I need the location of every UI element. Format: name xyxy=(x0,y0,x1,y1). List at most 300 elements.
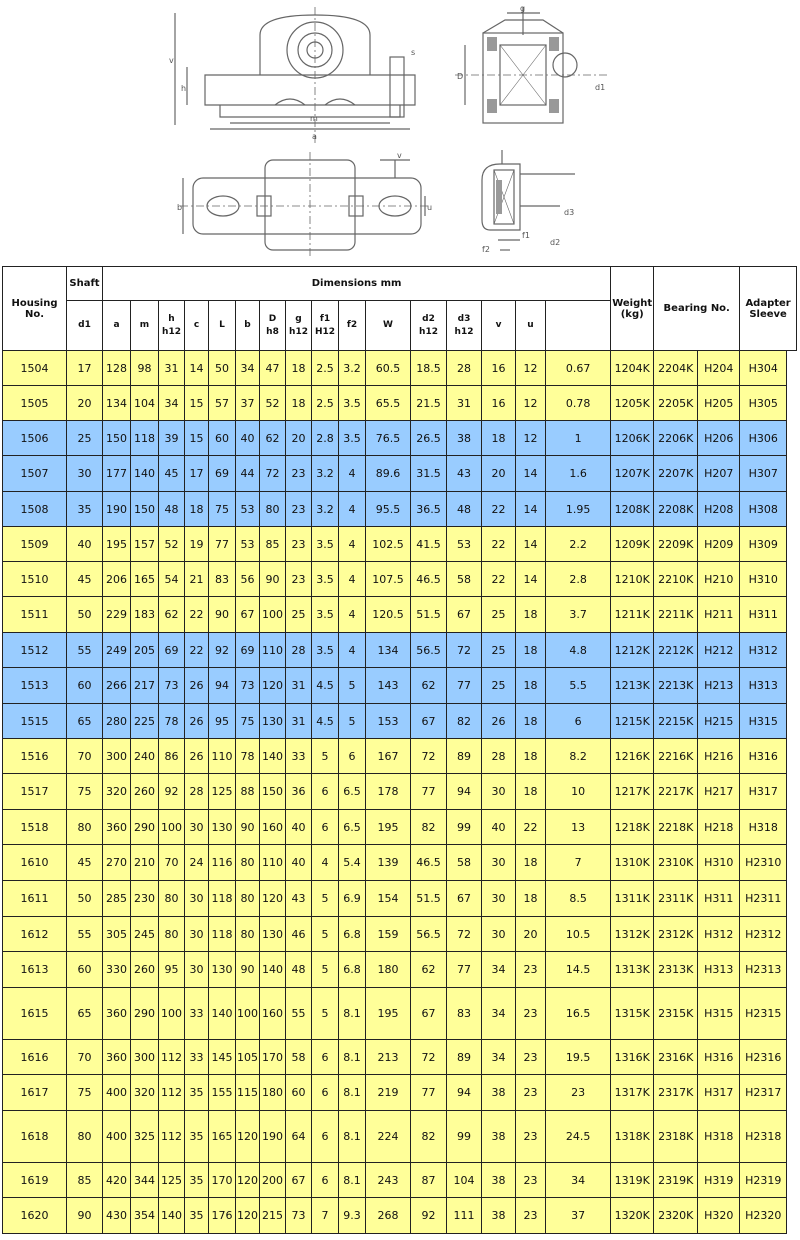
cell-w: 213 xyxy=(366,1040,411,1075)
weight-cell: 19.5 xyxy=(546,1040,611,1075)
cell-d: 110 xyxy=(260,633,286,668)
cell-d: 90 xyxy=(260,562,286,597)
cell-m: 217 xyxy=(131,668,159,704)
cell-d1: 65 xyxy=(67,988,103,1040)
cell-f1: 5 xyxy=(312,917,339,952)
bearing-no-cell: 2206K xyxy=(654,421,698,456)
weight-cell: 14.5 xyxy=(546,952,611,988)
cell-a: 400 xyxy=(103,1111,131,1163)
bearing-no-cell: 2315K xyxy=(654,988,698,1040)
housing-no-cell: 1508 xyxy=(3,492,67,527)
cell-a: 330 xyxy=(103,952,131,988)
cell-l: 69 xyxy=(209,456,236,492)
bearing-no-cell: 1210K xyxy=(611,562,654,597)
cell-a: 150 xyxy=(103,421,131,456)
cell-f1: 5 xyxy=(312,739,339,774)
cell-d3: 94 xyxy=(447,1075,482,1111)
cell-l: 92 xyxy=(209,633,236,668)
adapter-sleeve-cell: H310 xyxy=(740,562,787,597)
cell-d: 62 xyxy=(260,421,286,456)
cell-d2: 77 xyxy=(411,1075,447,1111)
cell-u: 18 xyxy=(516,845,546,881)
cell-d1: 40 xyxy=(67,527,103,562)
cell-d1: 60 xyxy=(67,668,103,704)
column-header-h: h h12 xyxy=(159,301,185,351)
cell-c: 30 xyxy=(185,952,209,988)
column-header-g: g h12 xyxy=(286,301,312,351)
column-header-f1: f1 H12 xyxy=(312,301,339,351)
cell-b: 67 xyxy=(236,597,260,633)
table-row xyxy=(3,421,797,456)
weight-cell: 1.6 xyxy=(546,456,611,492)
cell-v: 25 xyxy=(482,633,516,668)
cell-w: 154 xyxy=(366,881,411,917)
front-view-drawing xyxy=(165,5,445,145)
cell-d: 120 xyxy=(260,881,286,917)
adapter-sleeve-cell: H2312 xyxy=(740,917,787,952)
cell-a: 206 xyxy=(103,562,131,597)
adapter-sleeve-cell: H316 xyxy=(698,1040,740,1075)
weight-cell: 3.7 xyxy=(546,597,611,633)
top-view-drawing xyxy=(175,150,435,260)
weight-cell: 10.5 xyxy=(546,917,611,952)
cell-d1: 80 xyxy=(67,810,103,845)
cell-l: 140 xyxy=(209,988,236,1040)
cell-v: 40 xyxy=(482,810,516,845)
technical-drawings xyxy=(0,0,800,265)
cell-a: 229 xyxy=(103,597,131,633)
housing-no-cell: 1620 xyxy=(3,1198,67,1234)
housing-no-cell: 1506 xyxy=(3,421,67,456)
adapter-sleeve-cell: H313 xyxy=(698,952,740,988)
cell-u: 12 xyxy=(516,351,546,386)
weight-cell: 2.8 xyxy=(546,562,611,597)
cell-d3: 82 xyxy=(447,704,482,739)
bearing-no-cell: 1206K xyxy=(611,421,654,456)
cell-c: 15 xyxy=(185,386,209,421)
cell-h: 86 xyxy=(159,739,185,774)
cell-v: 22 xyxy=(482,492,516,527)
cell-m: 157 xyxy=(131,527,159,562)
cell-f2: 8.1 xyxy=(339,988,366,1040)
cell-h: 125 xyxy=(159,1163,185,1198)
cell-f1: 6 xyxy=(312,774,339,810)
cell-m: 225 xyxy=(131,704,159,739)
cell-a: 420 xyxy=(103,1163,131,1198)
cell-d: 130 xyxy=(260,704,286,739)
bearing-no-cell: 2318K xyxy=(654,1111,698,1163)
cell-c: 35 xyxy=(185,1163,209,1198)
bearing-no-cell: 1207K xyxy=(611,456,654,492)
cell-v: 38 xyxy=(482,1075,516,1111)
housing-no-cell: 1516 xyxy=(3,739,67,774)
cell-g: 31 xyxy=(286,668,312,704)
adapter-sleeve-cell: H311 xyxy=(740,597,787,633)
cell-u: 18 xyxy=(516,597,546,633)
cell-b: 80 xyxy=(236,845,260,881)
cell-d3: 89 xyxy=(447,1040,482,1075)
adapter-sleeve-cell: H308 xyxy=(740,492,787,527)
cell-a: 285 xyxy=(103,881,131,917)
cell-v: 34 xyxy=(482,988,516,1040)
cell-m: 300 xyxy=(131,1040,159,1075)
table-row xyxy=(3,386,797,421)
cell-f2: 6.9 xyxy=(339,881,366,917)
cell-b: 100 xyxy=(236,988,260,1040)
cell-h: 78 xyxy=(159,704,185,739)
cell-f2: 6.5 xyxy=(339,810,366,845)
cell-c: 35 xyxy=(185,1075,209,1111)
cell-a: 270 xyxy=(103,845,131,881)
cell-v: 30 xyxy=(482,774,516,810)
cell-d3: 99 xyxy=(447,810,482,845)
cell-f1: 6 xyxy=(312,1075,339,1111)
cell-b: 78 xyxy=(236,739,260,774)
top-label-b: b xyxy=(177,203,183,212)
cell-f1: 3.5 xyxy=(312,562,339,597)
cell-f2: 4 xyxy=(339,597,366,633)
bearing-no-cell: 1208K xyxy=(611,492,654,527)
bearing-no-cell: 1209K xyxy=(611,527,654,562)
column-header-m: m xyxy=(131,301,159,351)
cell-d3: 72 xyxy=(447,917,482,952)
adapter-sleeve-cell: H2311 xyxy=(740,881,787,917)
cell-m: 325 xyxy=(131,1111,159,1163)
column-header-d: D h8 xyxy=(260,301,286,351)
cell-l: 50 xyxy=(209,351,236,386)
cell-u: 14 xyxy=(516,456,546,492)
cell-m: 230 xyxy=(131,881,159,917)
cell-b: 75 xyxy=(236,704,260,739)
cell-f2: 3.5 xyxy=(339,386,366,421)
cell-d: 140 xyxy=(260,739,286,774)
cell-f1: 3.5 xyxy=(312,597,339,633)
bearing-no-cell: 1316K xyxy=(611,1040,654,1075)
cell-d: 80 xyxy=(260,492,286,527)
bearing-no-cell: 2313K xyxy=(654,952,698,988)
bearing-no-cell: 1213K xyxy=(611,668,654,704)
cell-m: 240 xyxy=(131,739,159,774)
cell-d3: 72 xyxy=(447,633,482,668)
cell-g: 43 xyxy=(286,881,312,917)
cell-d3: 111 xyxy=(447,1198,482,1234)
cell-g: 23 xyxy=(286,527,312,562)
bearing-no-cell: 1318K xyxy=(611,1111,654,1163)
cell-l: 118 xyxy=(209,917,236,952)
cell-d3: 94 xyxy=(447,774,482,810)
bearing-no-cell: 2208K xyxy=(654,492,698,527)
weight-cell: 23 xyxy=(546,1075,611,1111)
cell-d3: 53 xyxy=(447,527,482,562)
cell-a: 134 xyxy=(103,386,131,421)
cell-f2: 6.5 xyxy=(339,774,366,810)
cell-d: 160 xyxy=(260,988,286,1040)
cell-h: 100 xyxy=(159,988,185,1040)
cell-d3: 89 xyxy=(447,739,482,774)
cell-u: 14 xyxy=(516,492,546,527)
cell-w: 167 xyxy=(366,739,411,774)
cell-f2: 4 xyxy=(339,492,366,527)
cell-b: 56 xyxy=(236,562,260,597)
cell-w: 89.6 xyxy=(366,456,411,492)
adapter-sleeve-cell: H216 xyxy=(698,739,740,774)
adapter-sleeve-cell: H315 xyxy=(740,704,787,739)
cell-d: 100 xyxy=(260,597,286,633)
cell-d2: 41.5 xyxy=(411,527,447,562)
cell-d2: 67 xyxy=(411,704,447,739)
table-row xyxy=(3,527,797,562)
bearing-no-cell: 2320K xyxy=(654,1198,698,1234)
cell-u: 14 xyxy=(516,527,546,562)
side-label-g: g xyxy=(520,5,526,13)
cell-f2: 5 xyxy=(339,704,366,739)
cell-m: 320 xyxy=(131,1075,159,1111)
table-row xyxy=(3,988,797,1040)
bearing-no-cell: 2310K xyxy=(654,845,698,881)
cell-m: 210 xyxy=(131,845,159,881)
cell-d3: 99 xyxy=(447,1111,482,1163)
cell-f1: 3.2 xyxy=(312,456,339,492)
adapter-sleeve-cell: H211 xyxy=(698,597,740,633)
cell-a: 305 xyxy=(103,917,131,952)
cell-d1: 50 xyxy=(67,881,103,917)
cell-g: 60 xyxy=(286,1075,312,1111)
cell-d1: 30 xyxy=(67,456,103,492)
weight-cell: 37 xyxy=(546,1198,611,1234)
cell-g: 48 xyxy=(286,952,312,988)
cell-a: 400 xyxy=(103,1075,131,1111)
bearing-no-cell: 1319K xyxy=(611,1163,654,1198)
cell-w: 219 xyxy=(366,1075,411,1111)
cell-m: 183 xyxy=(131,597,159,633)
cell-d2: 18.5 xyxy=(411,351,447,386)
adapter-sleeve-cell: H2315 xyxy=(740,988,787,1040)
cell-m: 165 xyxy=(131,562,159,597)
side-label-D: D xyxy=(457,72,464,81)
column-header-d3: d3 h12 xyxy=(447,301,482,351)
housing-no-cell: 1612 xyxy=(3,917,67,952)
adapter-sleeve-cell: H217 xyxy=(698,774,740,810)
front-label-h: h xyxy=(181,84,187,93)
cell-m: 140 xyxy=(131,456,159,492)
cell-d1: 60 xyxy=(67,952,103,988)
cell-l: 170 xyxy=(209,1163,236,1198)
cell-h: 80 xyxy=(159,881,185,917)
adapter-sleeve-cell: H2316 xyxy=(740,1040,787,1075)
cell-v: 28 xyxy=(482,739,516,774)
weight-cell: 0.78 xyxy=(546,386,611,421)
cell-d2: 62 xyxy=(411,668,447,704)
weight-cell: 24.5 xyxy=(546,1111,611,1163)
bearing-no-cell: 2213K xyxy=(654,668,698,704)
cell-d1: 20 xyxy=(67,386,103,421)
bearing-no-cell: 2215K xyxy=(654,704,698,739)
cell-h: 73 xyxy=(159,668,185,704)
cell-l: 116 xyxy=(209,845,236,881)
table-row xyxy=(3,881,797,917)
cell-u: 23 xyxy=(516,1111,546,1163)
cell-h: 34 xyxy=(159,386,185,421)
adapter-sleeve-cell: H206 xyxy=(698,421,740,456)
housing-no-cell: 1618 xyxy=(3,1111,67,1163)
front-label-v: v xyxy=(169,56,174,65)
table-row xyxy=(3,952,797,988)
cell-h: 69 xyxy=(159,633,185,668)
cell-c: 14 xyxy=(185,351,209,386)
dimensions-header: Dimensions mm xyxy=(103,267,611,301)
housing-no-cell: 1507 xyxy=(3,456,67,492)
cell-w: 224 xyxy=(366,1111,411,1163)
cell-u: 23 xyxy=(516,1075,546,1111)
adapter-sleeve-cell: H204 xyxy=(698,351,740,386)
cell-w: 159 xyxy=(366,917,411,952)
cell-h: 95 xyxy=(159,952,185,988)
cell-d1: 70 xyxy=(67,739,103,774)
bearing-no-cell: 1315K xyxy=(611,988,654,1040)
cell-l: 83 xyxy=(209,562,236,597)
bearing-no-cell: 2217K xyxy=(654,774,698,810)
cell-g: 55 xyxy=(286,988,312,1040)
cell-l: 176 xyxy=(209,1198,236,1234)
cell-f2: 3.5 xyxy=(339,421,366,456)
cell-m: 150 xyxy=(131,492,159,527)
cell-v: 25 xyxy=(482,668,516,704)
cell-c: 26 xyxy=(185,668,209,704)
cell-d2: 46.5 xyxy=(411,845,447,881)
cell-f1: 4 xyxy=(312,845,339,881)
bearing-no-cell: 1215K xyxy=(611,704,654,739)
cell-a: 360 xyxy=(103,810,131,845)
cell-d3: 77 xyxy=(447,952,482,988)
cell-b: 37 xyxy=(236,386,260,421)
cell-g: 67 xyxy=(286,1163,312,1198)
cell-b: 120 xyxy=(236,1163,260,1198)
bearing-no-cell: 2312K xyxy=(654,917,698,952)
section-label-f1: f1 xyxy=(522,231,530,240)
cell-v: 38 xyxy=(482,1163,516,1198)
table-row xyxy=(3,562,797,597)
weight-cell: 6 xyxy=(546,704,611,739)
shaft-header: Shaft xyxy=(67,267,103,301)
cell-d: 160 xyxy=(260,810,286,845)
cell-b: 115 xyxy=(236,1075,260,1111)
weight-cell: 7 xyxy=(546,845,611,881)
cell-l: 110 xyxy=(209,739,236,774)
cell-h: 70 xyxy=(159,845,185,881)
cell-w: 180 xyxy=(366,952,411,988)
housing-no-cell: 1613 xyxy=(3,952,67,988)
cell-u: 18 xyxy=(516,739,546,774)
cell-w: 65.5 xyxy=(366,386,411,421)
column-header-b: b xyxy=(236,301,260,351)
cell-b: 80 xyxy=(236,881,260,917)
cell-a: 280 xyxy=(103,704,131,739)
cell-u: 23 xyxy=(516,1198,546,1234)
bearing-no-cell: 2205K xyxy=(654,386,698,421)
cell-g: 31 xyxy=(286,704,312,739)
cell-c: 24 xyxy=(185,845,209,881)
cell-g: 18 xyxy=(286,386,312,421)
weight-cell: 10 xyxy=(546,774,611,810)
cell-d3: 58 xyxy=(447,562,482,597)
weight-cell: 34 xyxy=(546,1163,611,1198)
cell-a: 360 xyxy=(103,988,131,1040)
cell-v: 38 xyxy=(482,1111,516,1163)
cell-f1: 2.8 xyxy=(312,421,339,456)
adapter-sleeve-cell: H2318 xyxy=(740,1111,787,1163)
weight-header: Weight (kg) xyxy=(611,267,654,351)
table-row xyxy=(3,456,797,492)
cell-d: 52 xyxy=(260,386,286,421)
cell-c: 33 xyxy=(185,1040,209,1075)
adapter-sleeve-cell: H215 xyxy=(698,704,740,739)
table-row xyxy=(3,810,797,845)
cell-g: 23 xyxy=(286,562,312,597)
cell-f1: 4.5 xyxy=(312,704,339,739)
weight-cell: 2.2 xyxy=(546,527,611,562)
cell-d: 170 xyxy=(260,1040,286,1075)
weight-cell: 5.5 xyxy=(546,668,611,704)
front-label-s: s xyxy=(411,48,416,57)
cell-f2: 4 xyxy=(339,527,366,562)
cell-w: 134 xyxy=(366,633,411,668)
cell-f2: 5.4 xyxy=(339,845,366,881)
adapter-sleeve-cell: H315 xyxy=(698,988,740,1040)
cell-v: 25 xyxy=(482,597,516,633)
front-label-m: m xyxy=(310,114,318,123)
cell-a: 266 xyxy=(103,668,131,704)
cell-g: 58 xyxy=(286,1040,312,1075)
cell-f1: 3.2 xyxy=(312,492,339,527)
table-row xyxy=(3,845,797,881)
bearing-no-cell: 2209K xyxy=(654,527,698,562)
cell-d3: 31 xyxy=(447,386,482,421)
cell-f1: 7 xyxy=(312,1198,339,1234)
cell-m: 245 xyxy=(131,917,159,952)
cell-g: 25 xyxy=(286,597,312,633)
table-row xyxy=(3,1198,797,1234)
cell-l: 125 xyxy=(209,774,236,810)
table-row xyxy=(3,1163,797,1198)
cell-d3: 43 xyxy=(447,456,482,492)
cell-d1: 90 xyxy=(67,1198,103,1234)
cell-d2: 56.5 xyxy=(411,917,447,952)
cell-v: 22 xyxy=(482,562,516,597)
cell-m: 205 xyxy=(131,633,159,668)
adapter-sleeve-cell: H305 xyxy=(740,386,787,421)
cell-d1: 25 xyxy=(67,421,103,456)
cell-f2: 6.8 xyxy=(339,952,366,988)
weight-cell: 13 xyxy=(546,810,611,845)
cell-b: 80 xyxy=(236,917,260,952)
adapter-sleeve-cell: H311 xyxy=(698,881,740,917)
cell-h: 31 xyxy=(159,351,185,386)
cell-a: 360 xyxy=(103,1040,131,1075)
cell-h: 52 xyxy=(159,527,185,562)
cell-w: 243 xyxy=(366,1163,411,1198)
top-label-u: u xyxy=(427,203,433,212)
cell-v: 16 xyxy=(482,386,516,421)
cell-v: 22 xyxy=(482,527,516,562)
cell-l: 165 xyxy=(209,1111,236,1163)
bearing-no-cell: 1205K xyxy=(611,386,654,421)
adapter-sleeve-cell: H307 xyxy=(740,456,787,492)
cell-g: 64 xyxy=(286,1111,312,1163)
adapter-sleeve-cell: H213 xyxy=(698,668,740,704)
cell-w: 195 xyxy=(366,988,411,1040)
cell-l: 95 xyxy=(209,704,236,739)
cell-l: 90 xyxy=(209,597,236,633)
